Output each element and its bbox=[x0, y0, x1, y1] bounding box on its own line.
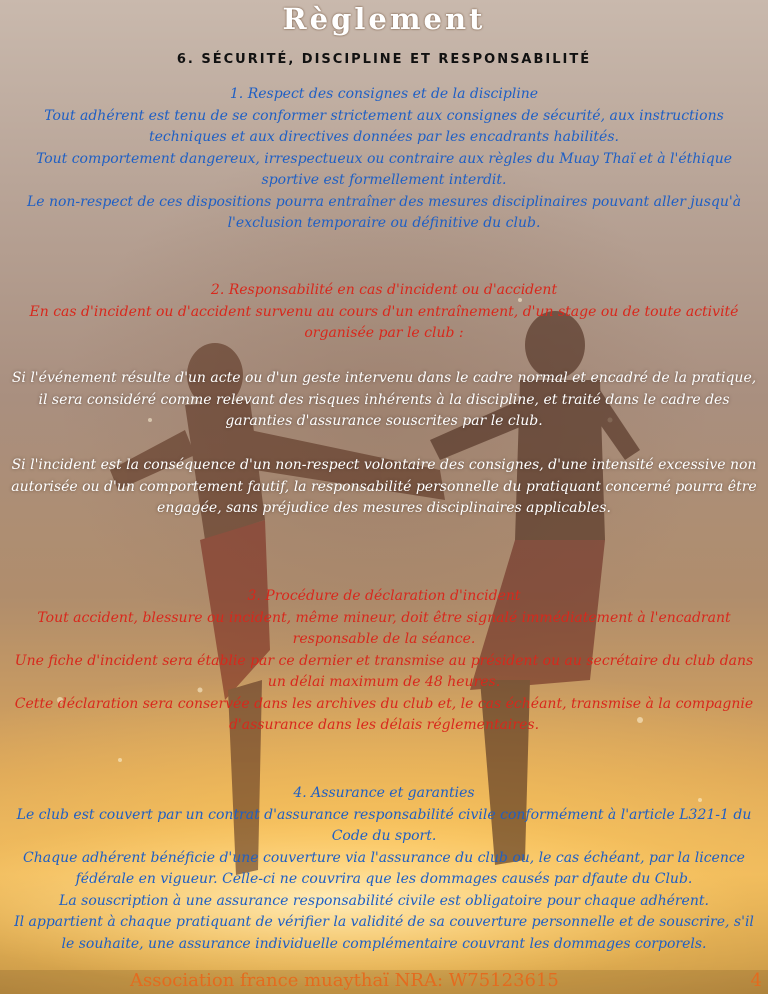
section-1-heading: 1. Respect des consignes et de la discipline bbox=[229, 86, 539, 102]
section-3-line-1: Tout accident, blessure ou incident, même mineur, doit être signalé immédiatement à l'encadrant responsable de la séance. bbox=[37, 609, 731, 647]
section-2-heading: 2. Responsabilité en cas d'incident ou d'accident bbox=[210, 282, 558, 298]
section-4-line-1: Le club est couvert par un contrat d'assurance responsabilité civile conformément à l'article L321-1 du Code du sport. bbox=[16, 806, 752, 844]
section-4-line-2: Chaque adhérent bénéficie d'une couverture via l'assurance du club ou, le cas échéant, par la licence fédérale en vigueur. Celle-ci ne couvrira que les dommages causés par dfaute du Club. bbox=[23, 849, 745, 887]
section-3 bbox=[0, 586, 768, 737]
section-4-heading: 4. Assurance et garanties bbox=[293, 785, 475, 801]
page-title: Règlement bbox=[282, 2, 486, 36]
section-2-paragraph-1 bbox=[0, 368, 768, 433]
section-4-line-4: Il appartient à chaque pratiquant de vérifier la validité de sa couverture personnelle et de souscrire, s'il le souhaite, une assurance individuelle complémentaire couvrant les dommages corporels. bbox=[14, 914, 754, 952]
section-4 bbox=[0, 783, 768, 955]
section-1-line-3: Le non-respect de ces dispositions pourra entraîner des mesures disciplinaires pouvant aller jusqu'à l'exclusion temporaire ou définitive du club. bbox=[26, 193, 742, 231]
association-footer: Association france muaythaï NRA: W75123615 bbox=[130, 970, 559, 991]
section-title: 6. SÉCURITÉ, DISCIPLINE ET RESPONSABILITÉ bbox=[176, 52, 592, 67]
section-1-line-2: Tout comportement dangereux, irrespectueux ou contraire aux règles du Muay Thaï et à l'éthique sportive est formellement interdit. bbox=[35, 150, 733, 188]
section-3-line-3: Cette déclaration sera conservée dans les archives du club et, le cas échéant, transmise à la compagnie d'assurance dans les délais réglementaires. bbox=[14, 695, 754, 733]
page-number: 4 bbox=[750, 970, 762, 991]
section-2-para-1: Si l'événement résulte d'un acte ou d'un geste intervenu dans le cadre normal et encadré de la pratique, il sera considéré comme relevant des risques inhérents à la discipline, et traité dans le cadre des garanties d'assurance souscrites par le club. bbox=[11, 370, 757, 429]
section-2-para-2: Si l'incident est la conséquence d'un non-respect volontaire des consignes, d'une intensité excessive non autorisée ou d'un comportement fautif, la responsabilité personnelle du pratiquant concerné pourra être engagée, sans préjudice des mesures disciplinaires applicables. bbox=[11, 457, 757, 516]
section-3-heading: 3. Procédure de déclaration d'incident bbox=[247, 588, 521, 604]
section-1-line-1: Tout adhérent est tenu de se conformer strictement aux consignes de sécurité, aux instructions techniques et aux directives données par les encadrants habilités. bbox=[44, 107, 724, 145]
section-3-line-2: Une fiche d'incident sera établie par ce dernier et transmise au président ou au secrétaire du club dans un délai maximum de 48 heures. bbox=[14, 652, 754, 690]
section-4-line-3: La souscription à une assurance responsabilité civile est obligatoire pour chaque adhérent. bbox=[59, 892, 709, 909]
section-2-intro: En cas d'incident ou d'accident survenu au cours d'un entraînement, d'un stage ou de toute activité organisée par le club : bbox=[29, 303, 739, 341]
section-2-header bbox=[0, 280, 768, 345]
section-2-paragraph-2 bbox=[0, 455, 768, 520]
section-1 bbox=[0, 84, 768, 235]
